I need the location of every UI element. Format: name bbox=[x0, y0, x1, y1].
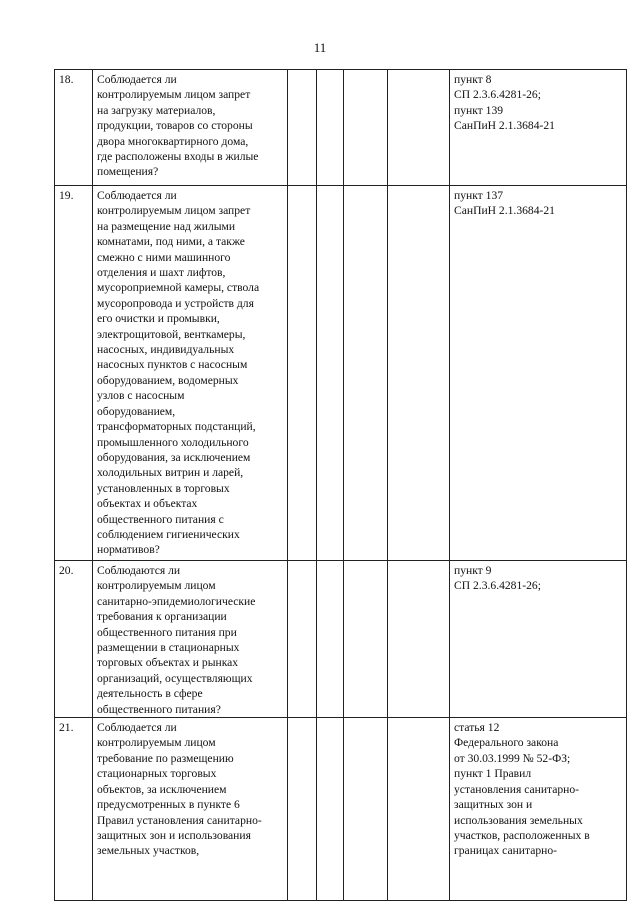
answer-cell-no bbox=[317, 561, 344, 718]
answer-cell-no bbox=[317, 70, 344, 186]
table-row bbox=[55, 186, 627, 561]
legal-reference: пункт 9 СП 2.3.6.4281-26; bbox=[450, 561, 627, 718]
answer-cell-no bbox=[317, 186, 344, 561]
table-row bbox=[55, 718, 627, 901]
comment-cell bbox=[388, 718, 450, 901]
answer-cell-not-applicable bbox=[344, 70, 388, 186]
legal-reference: пункт 137 СанПиН 2.1.3684-21 bbox=[450, 186, 627, 561]
answer-cell-not-applicable bbox=[344, 561, 388, 718]
answer-cell-yes bbox=[288, 70, 317, 186]
row-number: 20. bbox=[55, 561, 93, 718]
requirement-question: Соблюдаются ли контролируемым лицом санитарно-эпидемиологические требования к организации общественного питания при размещении в стационарных торговых объектах и рынках организаций, осуществляющих деятельность в сфере общественного питания? bbox=[93, 561, 288, 718]
legal-reference: пункт 8 СП 2.3.6.4281-26; пункт 139 СанПиН 2.1.3684-21 bbox=[450, 70, 627, 186]
requirement-question: Соблюдается ли контролируемым лицом требование по размещению стационарных торговых объектов, за исключением предусмотренных в пункте 6 Правил установления санитарно- защитных зон и использования земельных участков, bbox=[93, 718, 288, 901]
row-number: 19. bbox=[55, 186, 93, 561]
comment-cell bbox=[388, 561, 450, 718]
table-row bbox=[55, 70, 627, 186]
answer-cell-yes bbox=[288, 718, 317, 901]
requirement-question: Соблюдается ли контролируемым лицом запрет на загрузку материалов, продукции, товаров со стороны двора многоквартирного дома, где расположены входы в жилые помещения? bbox=[93, 70, 288, 186]
requirement-question: Соблюдается ли контролируемым лицом запрет на размещение над жилыми комнатами, под ними, а также смежно с ними машинного отделения и шахт лифтов, мусороприемной камеры, ствола мусоропровода и устройств для его очистки и промывки, электрощитовой, венткамеры, насосных, индивидуальных насосных пунктов с насосным оборудованием, водомерных узлов с насосным оборудованием, трансформаторных подстанций, промышленного холодильного оборудования, за исключением холодильных витрин и ларей, установленных в торговых объектах и объектах общественного питания с соблюдением гигиенических нормативов? bbox=[93, 186, 288, 561]
comment-cell bbox=[388, 186, 450, 561]
answer-cell-yes bbox=[288, 186, 317, 561]
table-row bbox=[55, 561, 627, 718]
answer-cell-not-applicable bbox=[344, 186, 388, 561]
answer-cell-yes bbox=[288, 561, 317, 718]
answer-cell-not-applicable bbox=[344, 718, 388, 901]
legal-reference: статья 12 Федерального закона от 30.03.1999 № 52-ФЗ; пункт 1 Правил установления санитарно- защитных зон и использования земельных участков, расположенных в границах санитарно- bbox=[450, 718, 627, 901]
comment-cell bbox=[388, 70, 450, 186]
answer-cell-no bbox=[317, 718, 344, 901]
row-number: 18. bbox=[55, 70, 93, 186]
checklist-table bbox=[54, 69, 627, 901]
row-number: 21. bbox=[55, 718, 93, 901]
page-number: 11 bbox=[313, 40, 327, 55]
